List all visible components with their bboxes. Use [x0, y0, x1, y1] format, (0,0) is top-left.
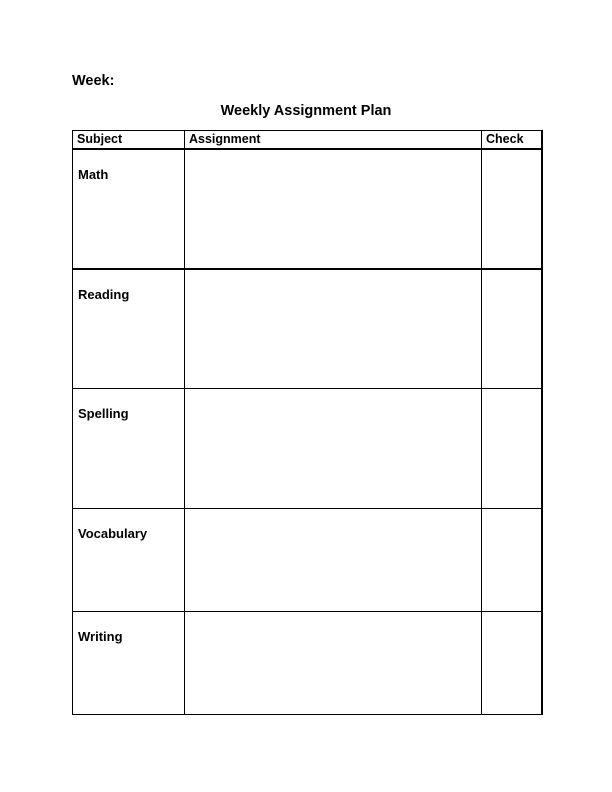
subject-cell-reading: Reading: [73, 269, 185, 389]
assignment-cell-writing[interactable]: [185, 612, 482, 715]
table-row: [73, 389, 542, 509]
table-body: [73, 149, 542, 715]
assignment-cell-reading[interactable]: [185, 269, 482, 389]
page-title: Weekly Assignment Plan: [220, 103, 392, 119]
table-row: [73, 612, 542, 715]
table-row: [73, 149, 542, 269]
assignment-cell-vocabulary[interactable]: [185, 509, 482, 612]
column-header-subject: Subject: [73, 131, 185, 149]
subject-cell-vocabulary: Vocabulary: [73, 509, 185, 612]
assignment-cell-math[interactable]: [185, 149, 482, 269]
table-row: [73, 509, 542, 612]
assignment-plan-table: [72, 130, 543, 715]
subject-cell-spelling: Spelling: [73, 389, 185, 509]
check-cell-reading[interactable]: [482, 269, 542, 389]
column-header-assignment: Assignment: [185, 131, 482, 149]
check-cell-writing[interactable]: [482, 612, 542, 715]
check-cell-vocabulary[interactable]: [482, 509, 542, 612]
subject-cell-math: Math: [73, 149, 185, 269]
check-cell-math[interactable]: [482, 149, 542, 269]
check-cell-spelling[interactable]: [482, 389, 542, 509]
subject-cell-writing: Writing: [73, 612, 185, 715]
table-header: [73, 131, 542, 149]
assignment-cell-spelling[interactable]: [185, 389, 482, 509]
header-row: [73, 131, 542, 149]
week-label: Week:: [72, 73, 115, 89]
column-header-check: Check: [482, 131, 542, 149]
table-row: [73, 269, 542, 389]
